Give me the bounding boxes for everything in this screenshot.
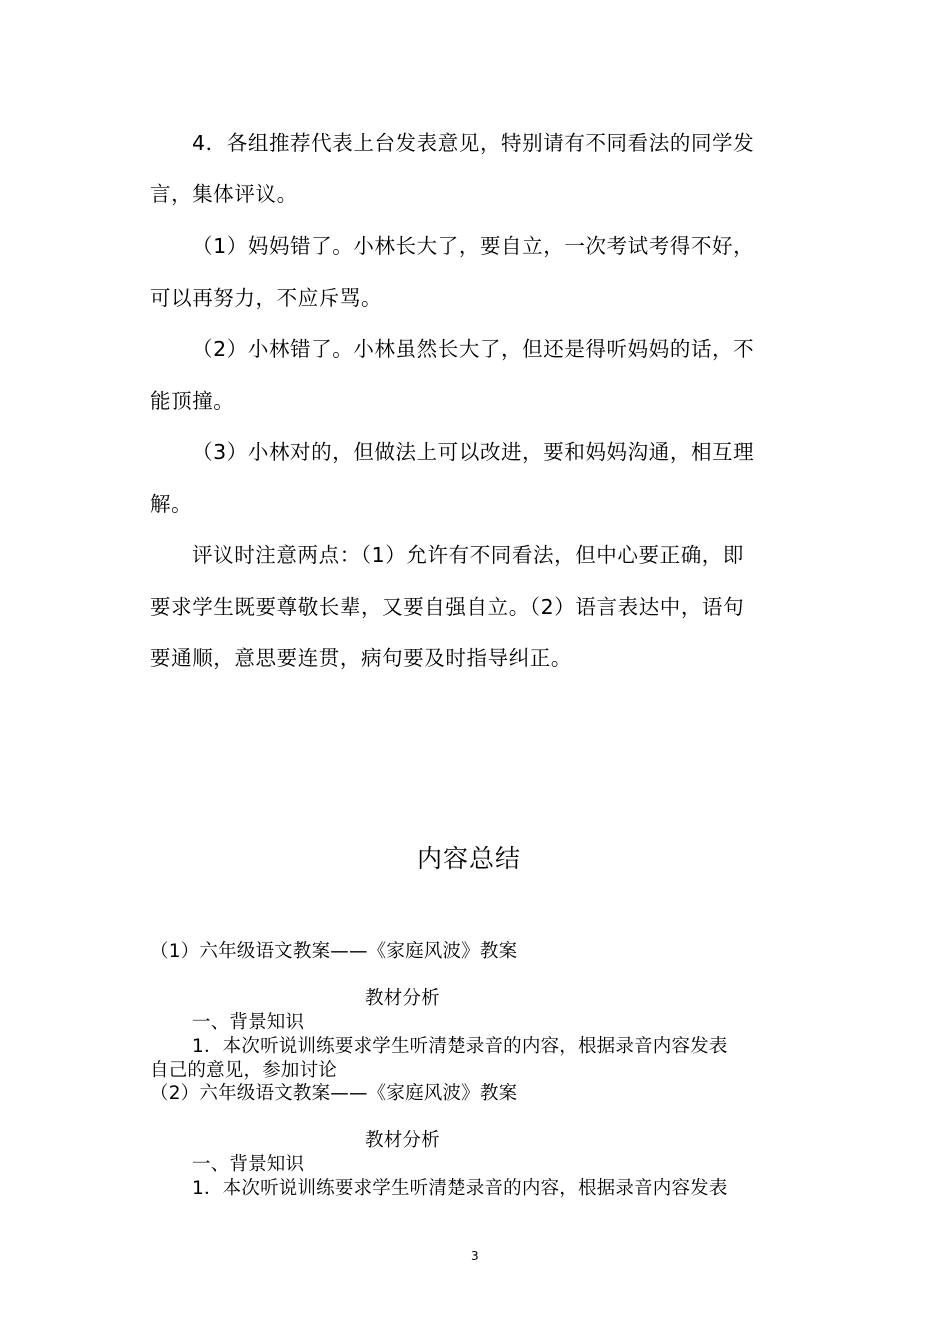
summary1-background: 一、背景知识 — [192, 1012, 305, 1033]
note-line3: 要通顺，意思要连贯，病句要及时指导纠正。 — [150, 646, 572, 670]
summary1-line1: 1．本次听说训练要求学生听清楚录音的内容，根据录音内容发表 — [192, 1036, 728, 1057]
summary2-heading: （2）六年级语文教案——《家庭风波》教案 — [150, 1083, 518, 1104]
option3-line2: 解。 — [150, 492, 193, 516]
summary2-line1: 1．本次听说训练要求学生听清楚录音的内容，根据录音内容发表 — [192, 1178, 728, 1199]
summary1-subheading: 教材分析 — [365, 988, 440, 1009]
summary1-line2: 自己的意见，参加讨论 — [150, 1060, 338, 1081]
option1-line1: （1）妈妈错了。小林长大了，要自立，一次考试考得不好， — [192, 234, 755, 258]
summary-title: 内容总结 — [417, 844, 522, 873]
note-line1: 评议时注意两点：（1）允许有不同看法，但中心要正确，即 — [192, 543, 744, 567]
page-number: 3 — [471, 1249, 480, 1263]
summary2-subheading: 教材分析 — [365, 1130, 440, 1151]
option3-line1: （3）小林对的，但做法上可以改进，要和妈妈沟通，相互理 — [192, 440, 755, 464]
option2-line2: 能顶撞。 — [150, 389, 235, 413]
summary1-heading: （1）六年级语文教案——《家庭风波》教案 — [150, 941, 518, 962]
item4-line1: 4．各组推荐代表上台发表意见，特别请有不同看法的同学发 — [192, 131, 755, 155]
option1-line2: 可以再努力，不应斥骂。 — [150, 286, 383, 310]
summary2-background: 一、背景知识 — [192, 1154, 305, 1175]
option2-line1: （2）小林错了。小林虽然长大了，但还是得听妈妈的话，不 — [192, 337, 755, 361]
note-line2: 要求学生既要尊敬长辈，又要自强自立。（2）语言表达中，语句 — [150, 595, 745, 619]
item4-line2: 言，集体评议。 — [150, 182, 298, 206]
